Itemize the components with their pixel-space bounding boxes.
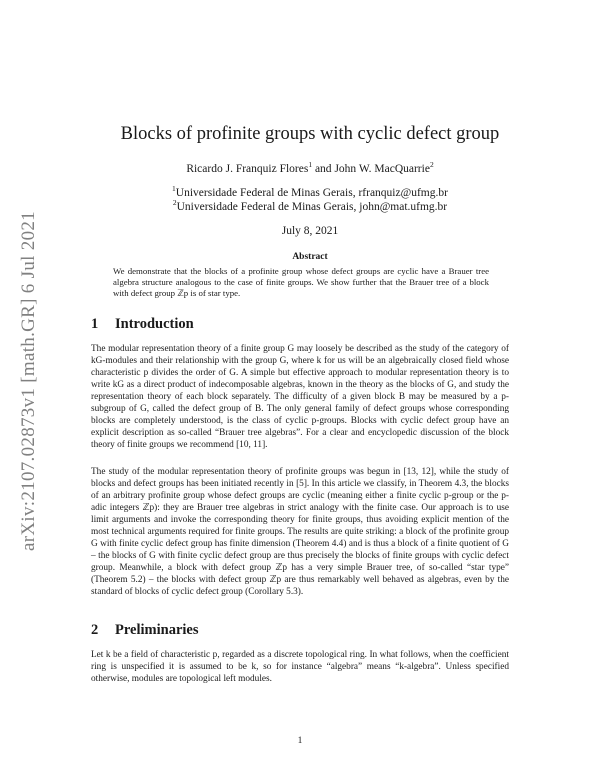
author-2: John W. MacQuarrie [334,162,430,175]
section-number: 1 [91,316,99,332]
intro-paragraph-2: The study of the modular representation theory of profinite groups was begun in [13, 12], while the study of blocks and defect groups has been initiated recently in [5]. In this article we classify, in Theorem 4.3, the blocks of an arbitrary profinite group whose defect groups are cyclic (meaning either a finite cyclic p-group or the p-adic integers ℤp): they are Brauer tree algebras in strict analogy with the finite case. Our approach is to use limit arguments and invoke the corresponding theory for finite groups, thus avoiding explicit mention of the most technical arguments required for finite groups. The results are quite striking: a block of the profinite group G with finite cyclic defect group has finite dimension (Theorem 4.4) and is thus a block of a finite quotient of G – the blocks of G with finite cyclic defect group are thus precisely the blocks of finite groups with cyclic defect group. Meanwhile, a block with defect group ℤp has a very simple Brauer tree, of so-called “star type” (Theorem 5.2) – the blocks with defect group ℤp are thus remarkably well behaved as algebras, even by the standard of blocks of cyclic defect group (Corollary 5.3). [91,467,509,598]
intro-paragraph-1: The modular representation theory of a finite group G may loosely be described as the study of the category of kG-modules and their relationship with the group G, where k for us will be an algebraically closed field whose characteristic p divides the order of G. A simple but effective approach to modular representation theory is to write kG as a direct product of indecomposable algebras, known in the theory as the blocks of G, and study the representation theory of each block separately. The difficulty of a given block B may be measured by a p-subgroup of G, called the defect group of B. The only general family of defect groups whose corresponding blocks are completely understood, is the class of cyclic p-groups. Blocks with cyclic defect group have an explicit description as so-called “Brauer tree algebras”. For a clear and encyclopedic discussion of the block theory of finite groups we recommend [10, 11]. [91,344,509,451]
paper-title: Blocks of profinite groups with cyclic defect group [120,124,500,144]
authors-line [90,160,530,175]
affiliation-1-text: Universidade Federal de Minas Gerais, rfranquiz@ufmg.br [175,186,448,199]
affiliation-2-sup: 2 [172,198,177,207]
page-number: 1 [297,736,303,746]
affiliation-2-text: Universidade Federal de Minas Gerais, john@mat.ufmg.br [176,200,448,213]
paper-date: July 8, 2021 [281,225,339,237]
section-title: Introduction [115,316,194,332]
author-1-sup: 1 [308,160,313,169]
section-title: Preliminaries [115,622,199,638]
preliminaries-paragraph-1: Let k be a field of characteristic p, regarded as a discrete topological ring. In what follows, when the coefficient ring is unspecified it is assumed to be k, so for instance “algebra” means “k-algebra”. Unless specified otherwise, modules are topological left modules. [91,650,509,685]
arxiv-stamp [18,188,40,573]
affiliation-1 [90,184,530,199]
arxiv-stamp-text: arXiv:2107.02873v1 [math.GR] 6 Jul 2021 [18,210,39,551]
section-number: 2 [91,622,99,638]
section-heading-introduction [91,316,194,333]
affiliation-2 [90,198,530,213]
abstract-text: We demonstrate that the blocks of a profinite group whose defect groups are cyclic have a Brauer tree algebra structure analogous to the case of finite groups. We show further that the Brauer tree of a block with defect group ℤp is of star type. [113,266,489,299]
affiliation-1-sup: 1 [172,184,176,193]
author-2-sup: 2 [429,160,434,169]
author-1: Ricardo J. Franquiz Flores [186,162,309,175]
authors-and: and [312,162,335,175]
abstract-heading: Abstract [292,252,328,262]
section-heading-preliminaries [91,622,199,639]
